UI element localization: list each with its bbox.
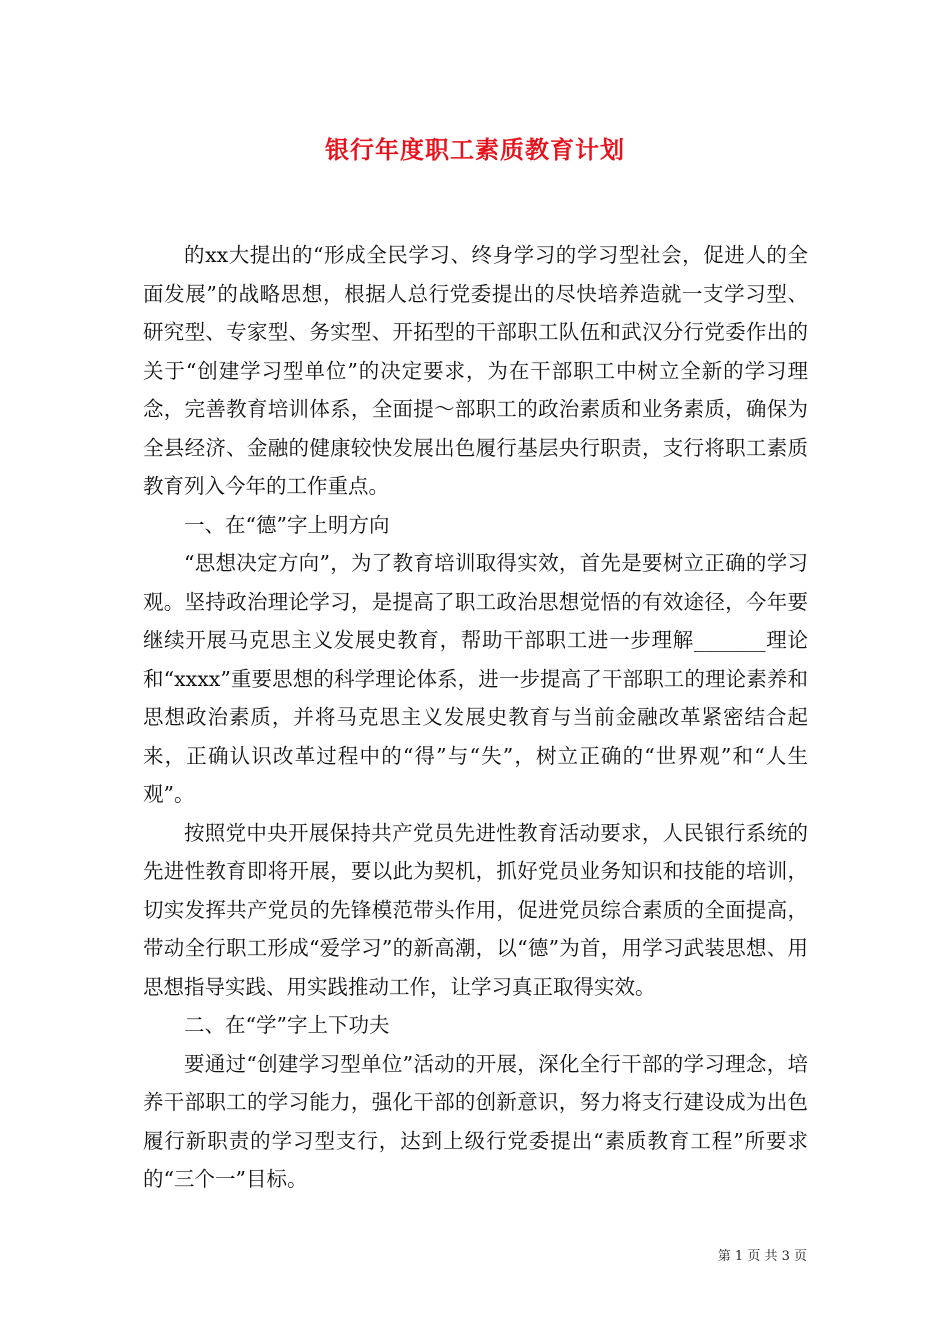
section-heading-de: 一、在“德”字上明方向 xyxy=(184,512,390,537)
paragraph-learning-unit: 要通过“创建学习型单位”活动的开展，深化全行干部的学习理念，培养干部职工的学习能力，强化干部的创新意识，努力将支行建设成为出色履行新职责的学习型支行，达到上级行党委提出“素质教育工程”所要求的“三个一”目标。 xyxy=(143,1051,808,1191)
paragraph-de-direction: “思想决定方向”，为了教育培训取得实效，首先是要树立正确的学习观。坚持政治理论学习，是提高了职工政治思想觉悟的有效途径，今年要继续开展马克思主义发展史教育，帮助干部职工进一步理解_______理论和“xxxx”重要思想的科学理论体系，进一步提高了干部职工的理论素养和思想政治素质，并将马克思主义发展史教育与当前金融改革紧密结合起来，正确认识改革过程中的“得”与“失”，树立正确的“世界观”和“人生观”。 xyxy=(143,551,808,806)
document-body xyxy=(143,236,808,1199)
page-indicator: 第 1 页 共 3 页 xyxy=(717,1249,807,1264)
paragraph-party-education: 按照党中央开展保持共产党员先进性教育活动要求，人民银行系统的先进性教育即将开展，要以此为契机，抓好党员业务知识和技能的培训，切实发挥共产党员的先锋模范带头作用，促进党员综合素质的全面提高，带动全行职工形成“爱学习”的新高潮，以“德”为首，用学习武装思想、用思想指导实践、用实践推动工作，让学习真正取得实效。 xyxy=(143,820,808,999)
document-title: 银行年度职工素质教育计划 xyxy=(325,135,625,164)
section-heading-xue: 二、在“学”字上下功夫 xyxy=(184,1013,390,1037)
paragraph-intro: 的xx大提出的“形成全民学习、终身学习的学习型社会，促进人的全面发展”的战略思想，根据人总行党委提出的尽快培养造就一支学习型、研究型、专家型、务实型、开拓型的干部职工队伍和武汉分行党委作出的关于“创建学习型单位”的决定要求，为在干部职工中树立全新的学习理念，完善教育培训体系，全面提～部职工的政治素质和业务素质，确保为全县经济、金融的健康较快发展出色履行基层央行职责，支行将职工素质教育列入今年的工作重点。 xyxy=(143,243,808,498)
